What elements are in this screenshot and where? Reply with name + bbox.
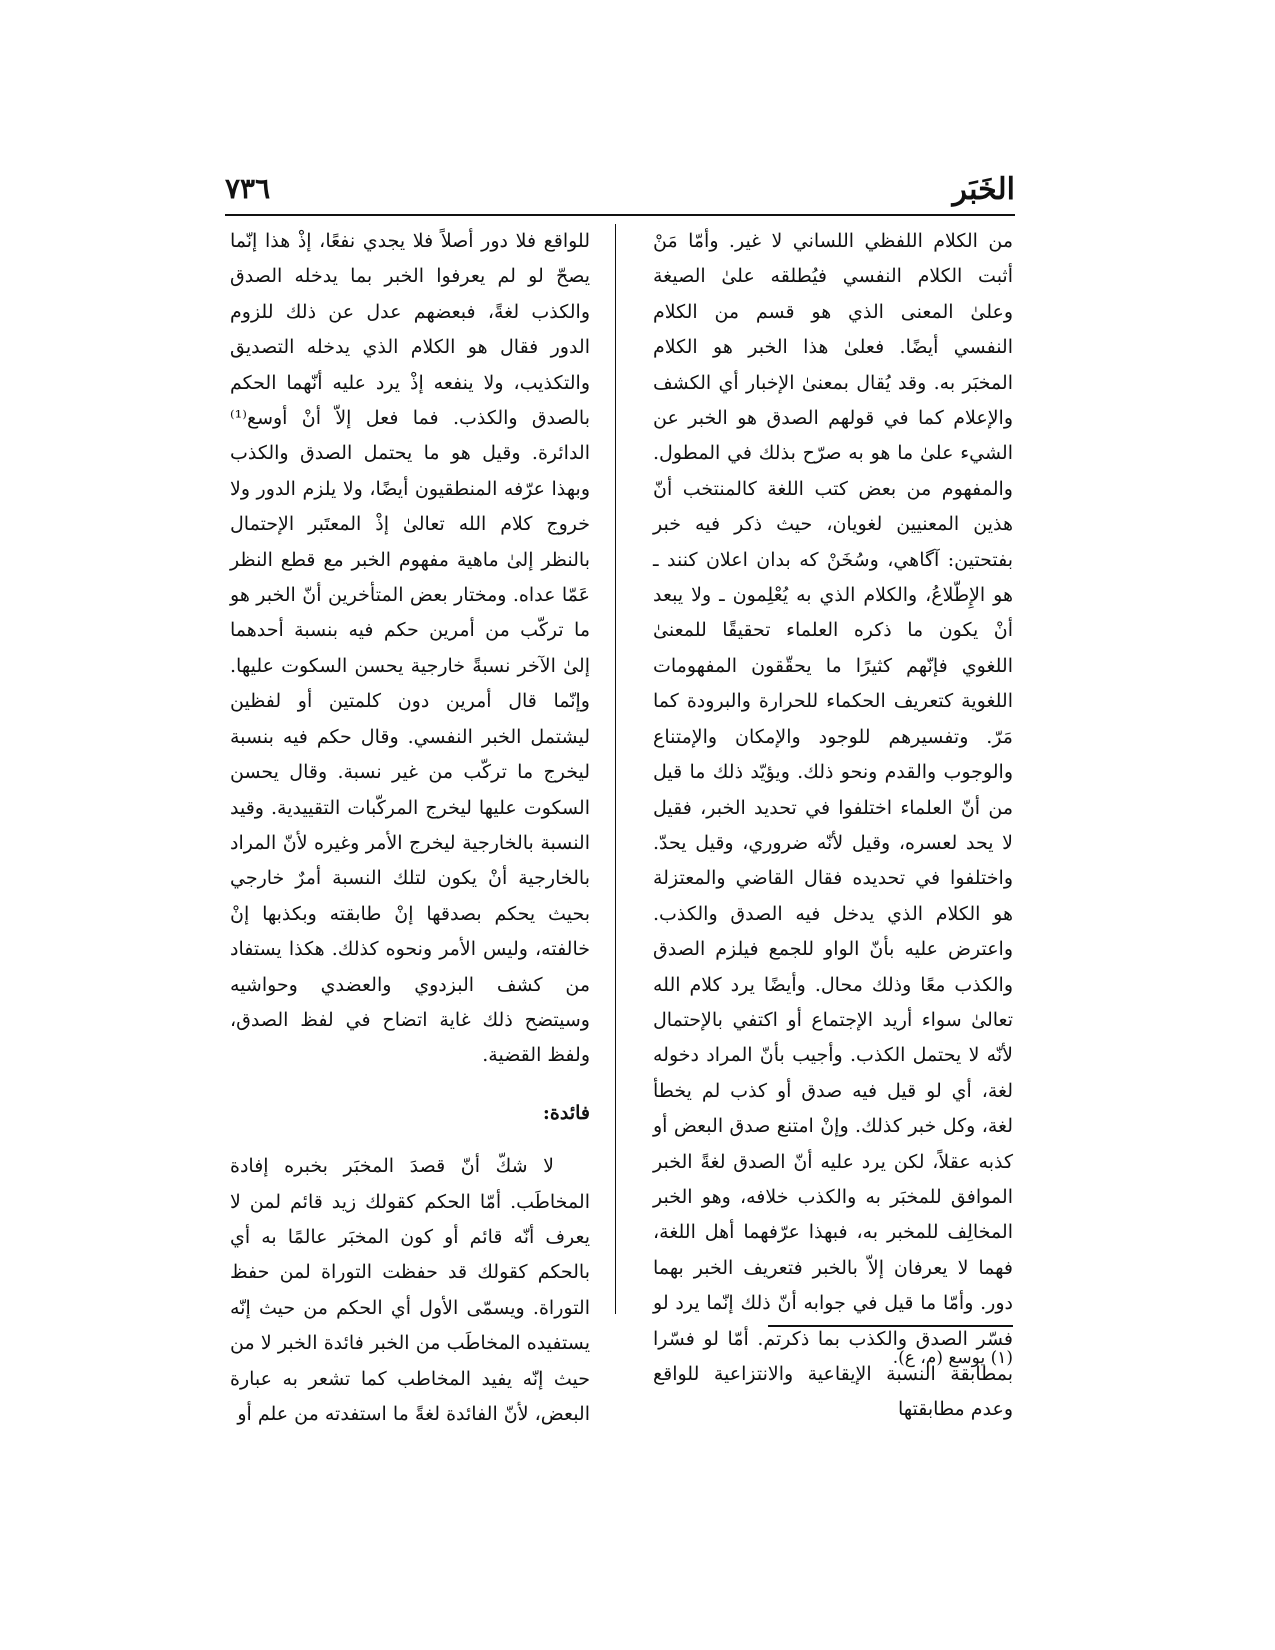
footnote: (١) يوسع (م، ع). xyxy=(892,1348,1013,1368)
page-number: ٧٣٦ xyxy=(225,172,271,205)
left-column xyxy=(230,224,590,1432)
column-divider xyxy=(615,224,616,1314)
page-header xyxy=(225,170,1015,216)
left-column-paragraph: لا شكّ أنّ قصدَ المخبَر بخبره إفادة المخاطَب. أمّا الحكم كقولك زيد قائم لمن لا يعرف أنّه قائم أو كون المخبَر عالمًا به أي بالحكم كقولك قد حفظت التوراة لمن حفظ التوراة. ويسمّى الأول أي الحكم من حيث إنّه يستفيده المخاطَب من الخبر فائدة الخبر لا من حيث إنّه يفيد المخاطب كما تشعر به عبارة البعض، لأنّ الفائدة لغةً ما استفدته من علم أو xyxy=(230,1155,590,1425)
right-column-text: من الكلام اللفظي اللساني لا غير. وأمّا مَنْ أثبت الكلام النفسي فيُطلقه علىٰ الصيغة وعلىٰ المعنى الذي هو قسم من الكلام النفسي أيضًا. فعلىٰ هذا الخبر هو الكلام المخبَر به. وقد يُقال بمعنىٰ الإخبار أي الكشف والإعلام كما في قولهم الصدق هو الخبر عن الشيء علىٰ ما هو به صرّح بذلك في المطول. والمفهوم من بعض كتب اللغة كالمنتخب أنّ هذين المعنيين لغويان، حيث ذكر فيه خبر بفتحتين: آگاهي، وسُخَنْ كه بدان اعلان كنند ـ هو الإِطّلاعُ، والكلام الذي به يُعْلِمون ـ ولا يبعد أنْ يكون ما ذكره العلماء تحقيقًا للمعنىٰ اللغوي فإنّهم كثيرًا ما يحقّقون المفهومات اللغوية كتعريف الحكماء للحرارة والبرودة كما مَرّ. وتفسيرهم للوجود والإمكان والإمتناع والوجوب والقدم ونحو ذلك. ويؤيّد ذلك ما قيل من أنّ العلماء اختلفوا في تحديد الخبر، فقيل لا يحد لعسره، وقيل لأنّه ضروري، وقيل يحدّ. واختلفوا في تحديده فقال القاضي والمعتزلة هو الكلام الذي يدخل فيه الصدق والكذب. واعترض عليه بأنّ الواو للجمع فيلزم الصدق والكذب معًا وذلك محال. وأيضًا يرد كلام الله تعالىٰ سواء أريد الإجتماع أو اكتفي بالإحتمال لأنّه لا يحتمل الكذب. وأجيب بأنّ المراد دخوله لغة، أي لو قيل فيه صدق أو كذب لم يخطأ لغة، وكل خبر كذلك. وإنْ امتنع صدق البعض أو كذبه عقلاً، لكن يرد عليه أنّ الصدق لغةً الخبر الموافق للمخبَر به والكذب خلافه، وهو الخبر المخالِف للمخبر به، فبهذا عرّفهما أهل اللغة، فهما لا يعرفان إلاّ بالخبر فتعريف الخبر بهما دور. وأمّا ما قيل في جوابه أنّ ذلك إنّما يرد لو فسّر الصدق والكذب بما ذكرتم. أمّا لو فسّرا بمطابقة النسبة الإيقاعية والانتزاعية للواقع وعدم مطابقتها xyxy=(653,230,1013,1421)
section-subheading: فائدة: xyxy=(542,1101,590,1124)
left-column-text: للواقع فلا دور أصلاً فلا يجدي نفعًا، إذْ هذا إنّما يصحّ لو لم يعرفوا الخبر بما يدخله الصدق والكذب لغةً، فبعضهم عدل عن ذلك للزوم الدور فقال هو الكلام الذي يدخله التصديق والتكذيب، ولا ينفعه إذْ يرد عليه أنّهما الحكم بالصدق والكذب. فما فعل إلاّ أنْ أوسع⁽¹⁾ الدائرة. وقيل هو ما يحتمل الصدق والكذب وبهذا عرّفه المنطقيون أيضًا، ولا يلزم الدور ولا خروج كلام الله تعالىٰ إذْ المعتَبر الإحتمال بالنظر إلىٰ ماهية مفهوم الخبر مع قطع النظر عَمّا عداه. ومختار بعض المتأخرين أنّ الخبر هو ما تركّب من أمرين حكم فيه بنسبة أحدهما إلىٰ الآخر نسبةً خارجية يحسن السكوت عليها. وإنّما قال أمرين دون كلمتين أو لفظين ليشتمل الخبر النفسي. وقال حكم فيه بنسبة ليخرج ما تركّب من غير نسبة. وقال يحسن السكوت عليها ليخرج المركّبات التقييدية. وقيد النسبة بالخارجية ليخرج الأمر وغيره لأنّ المراد بالخارجية أنْ يكون لتلك النسبة أمرٌ خارجي بحيث يحكم بصدقها إنْ طابقته وبكذبها إنْ خالفته، وليس الأمر ونحوه كذلك. هكذا يستفاد من كشف البزدوي والعضدي وحواشيه وسيتضح ذلك غاية اتضاح في لفظ الصدق، ولفظ القضية. xyxy=(230,230,590,1067)
footnote-rule xyxy=(768,1325,1013,1327)
running-title: الخَبَر xyxy=(952,172,1015,207)
